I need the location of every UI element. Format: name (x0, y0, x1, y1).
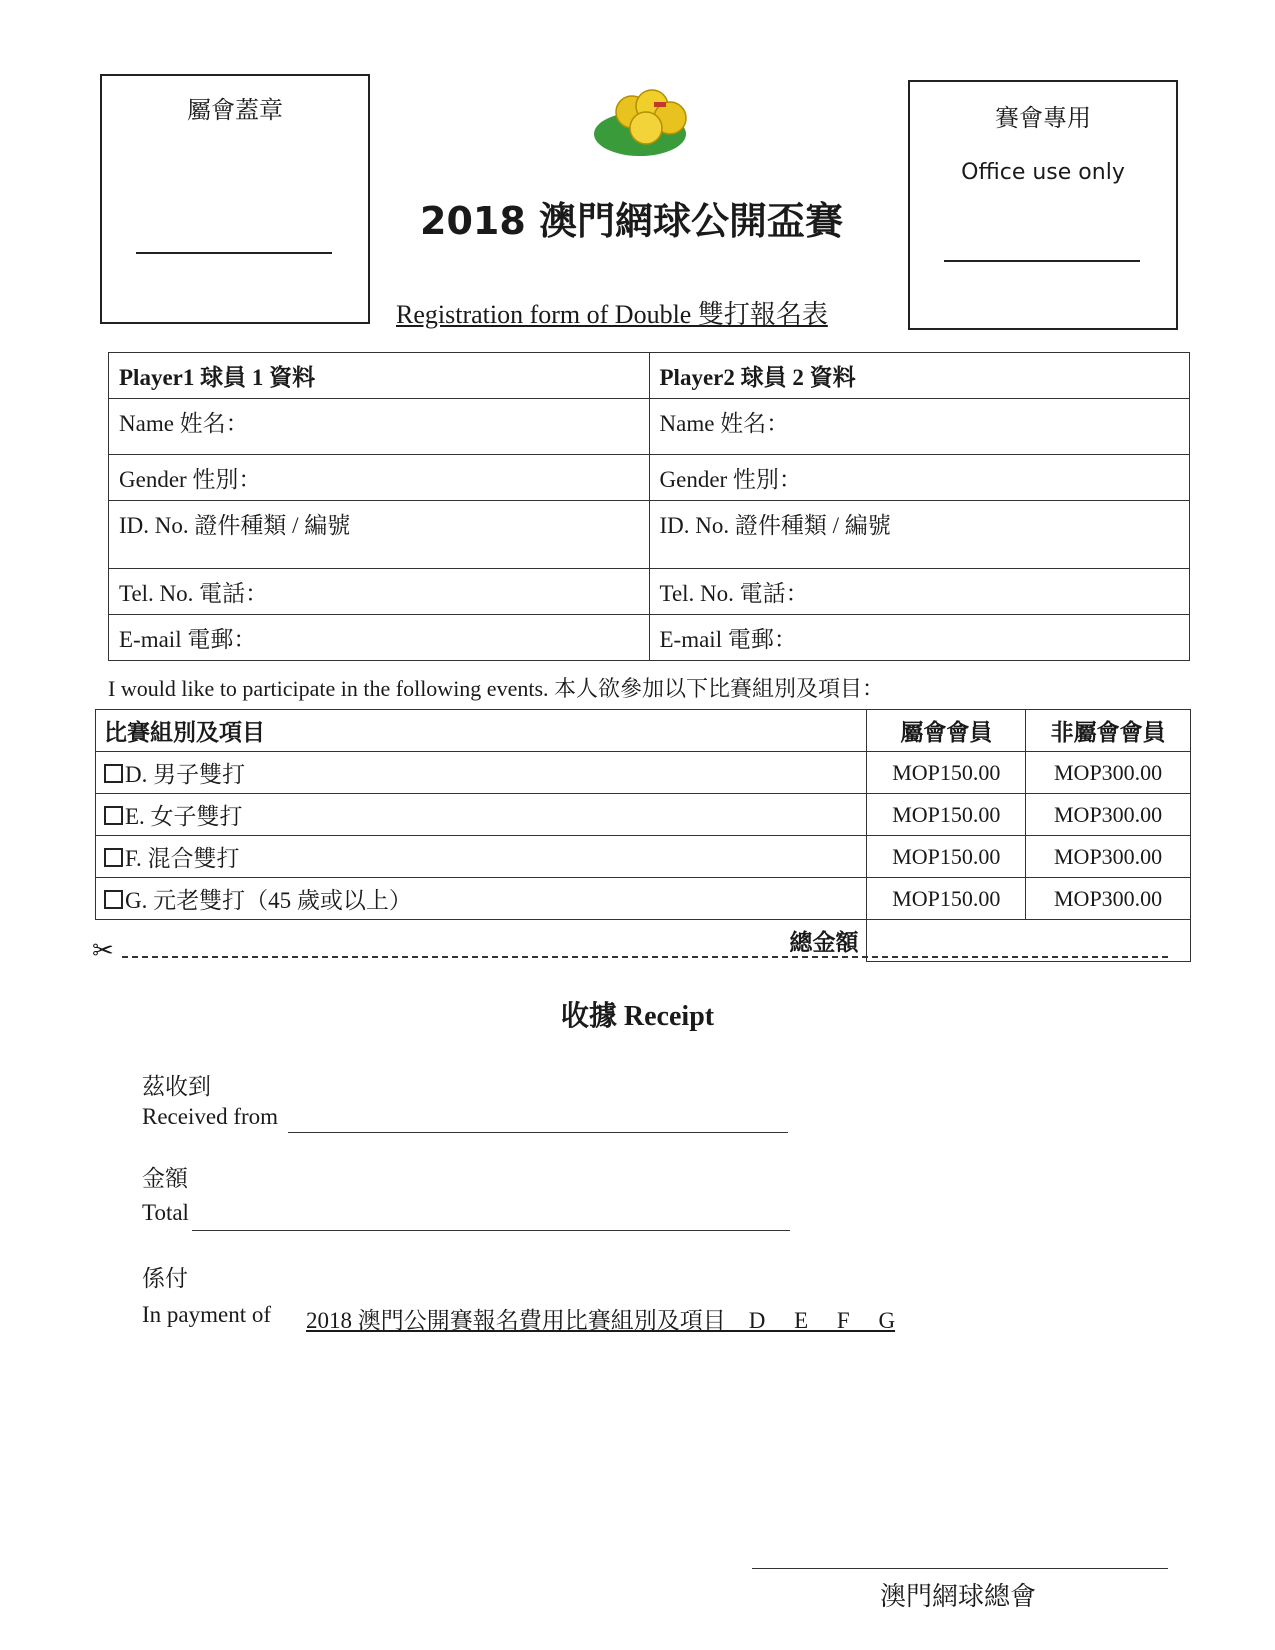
form-subtitle: Registration form of Double 雙打報名表 (396, 300, 828, 329)
event-d-member-fee: MOP150.00 (867, 752, 1026, 794)
total-cn: 金額 (142, 1166, 188, 1191)
total-amount-field[interactable] (867, 920, 1191, 962)
member-stamp-box (100, 74, 370, 324)
player1-header: Player1 球員 1 資料 (109, 353, 650, 399)
events-intro-text: I would like to participate in the following events. 本人欲參加以下比賽組別及項目： (108, 676, 885, 701)
event-g-checkbox[interactable] (104, 890, 123, 909)
event-d-checkbox[interactable] (104, 764, 123, 783)
member-stamp-label: 屬會蓋章 (187, 98, 283, 124)
received-from-cn: 茲收到 (142, 1074, 211, 1099)
stamp-signature-line (136, 252, 332, 254)
event-f-label: F. 混合雙打 (125, 846, 240, 871)
event-e-member-fee: MOP150.00 (867, 794, 1026, 836)
event-d-option[interactable] (96, 752, 867, 794)
office-use-box (908, 80, 1178, 330)
players-table (108, 352, 1190, 661)
player1-email-field[interactable]: E-mail 電郵： (109, 615, 650, 661)
event-row-g (96, 878, 1191, 920)
event-g-nonmember-fee: MOP300.00 (1026, 878, 1191, 920)
player1-gender-field[interactable]: Gender 性別： (109, 455, 650, 501)
total-line[interactable] (192, 1230, 790, 1231)
events-header-member: 屬會會員 (867, 710, 1026, 752)
player2-tel-field[interactable]: Tel. No. 電話： (649, 569, 1190, 615)
event-f-member-fee: MOP150.00 (867, 836, 1026, 878)
cut-line (122, 956, 1168, 958)
received-from-en: Received from (142, 1104, 279, 1129)
event-f-option[interactable] (96, 836, 867, 878)
event-g-label: G. 元老雙打（45 歲或以上） (125, 888, 412, 913)
player1-name-field[interactable]: Name 姓名： (109, 399, 650, 455)
events-header-nonmember: 非屬會會員 (1026, 710, 1191, 752)
player2-id-field[interactable]: ID. No. 證件種類 / 編號 (649, 501, 1190, 569)
event-row-e (96, 794, 1191, 836)
player2-email-field[interactable]: E-mail 電郵： (649, 615, 1190, 661)
event-g-option[interactable] (96, 878, 867, 920)
player2-gender-field[interactable]: Gender 性別： (649, 455, 1190, 501)
receipt-title: 收據 Receipt (560, 1001, 715, 1032)
player1-tel-field[interactable]: Tel. No. 電話： (109, 569, 650, 615)
events-table (95, 709, 1191, 962)
event-d-nonmember-fee: MOP300.00 (1026, 752, 1191, 794)
event-d-label: D. 男子雙打 (125, 762, 246, 787)
event-e-nonmember-fee: MOP300.00 (1026, 794, 1191, 836)
office-use-note: Office use only (961, 160, 1125, 185)
events-header-category: 比賽組別及項目 (96, 710, 867, 752)
event-row-f (96, 836, 1191, 878)
player2-name-field[interactable]: Name 姓名： (649, 399, 1190, 455)
event-e-option[interactable] (96, 794, 867, 836)
event-row-d (96, 752, 1191, 794)
payment-of-text: 2018 澳門公開賽報名費用比賽組別及項目 D E F G (306, 1308, 896, 1333)
page-title: 2018 澳門網球公開盃賽 (420, 199, 843, 243)
organization-signature-line (752, 1568, 1168, 1569)
player2-header: Player2 球員 2 資料 (649, 353, 1190, 399)
event-f-nonmember-fee: MOP300.00 (1026, 836, 1191, 878)
office-use-title: 賽會專用 (995, 106, 1091, 132)
organization-name: 澳門網球總會 (880, 1582, 1037, 1611)
player1-id-field[interactable]: ID. No. 證件種類 / 編號 (109, 501, 650, 569)
event-g-member-fee: MOP150.00 (867, 878, 1026, 920)
event-f-checkbox[interactable] (104, 848, 123, 867)
total-en: Total (142, 1200, 189, 1225)
received-from-line[interactable] (288, 1132, 788, 1133)
total-label: 總金額 (789, 930, 859, 955)
office-signature-line (944, 260, 1140, 262)
payment-of-cn: 係付 (142, 1266, 188, 1291)
event-e-checkbox[interactable] (104, 806, 123, 825)
association-logo (592, 84, 702, 158)
payment-of-en: In payment of (142, 1302, 272, 1327)
event-e-label: E. 女子雙打 (125, 804, 243, 829)
scissors-icon: ✂ (92, 936, 114, 966)
